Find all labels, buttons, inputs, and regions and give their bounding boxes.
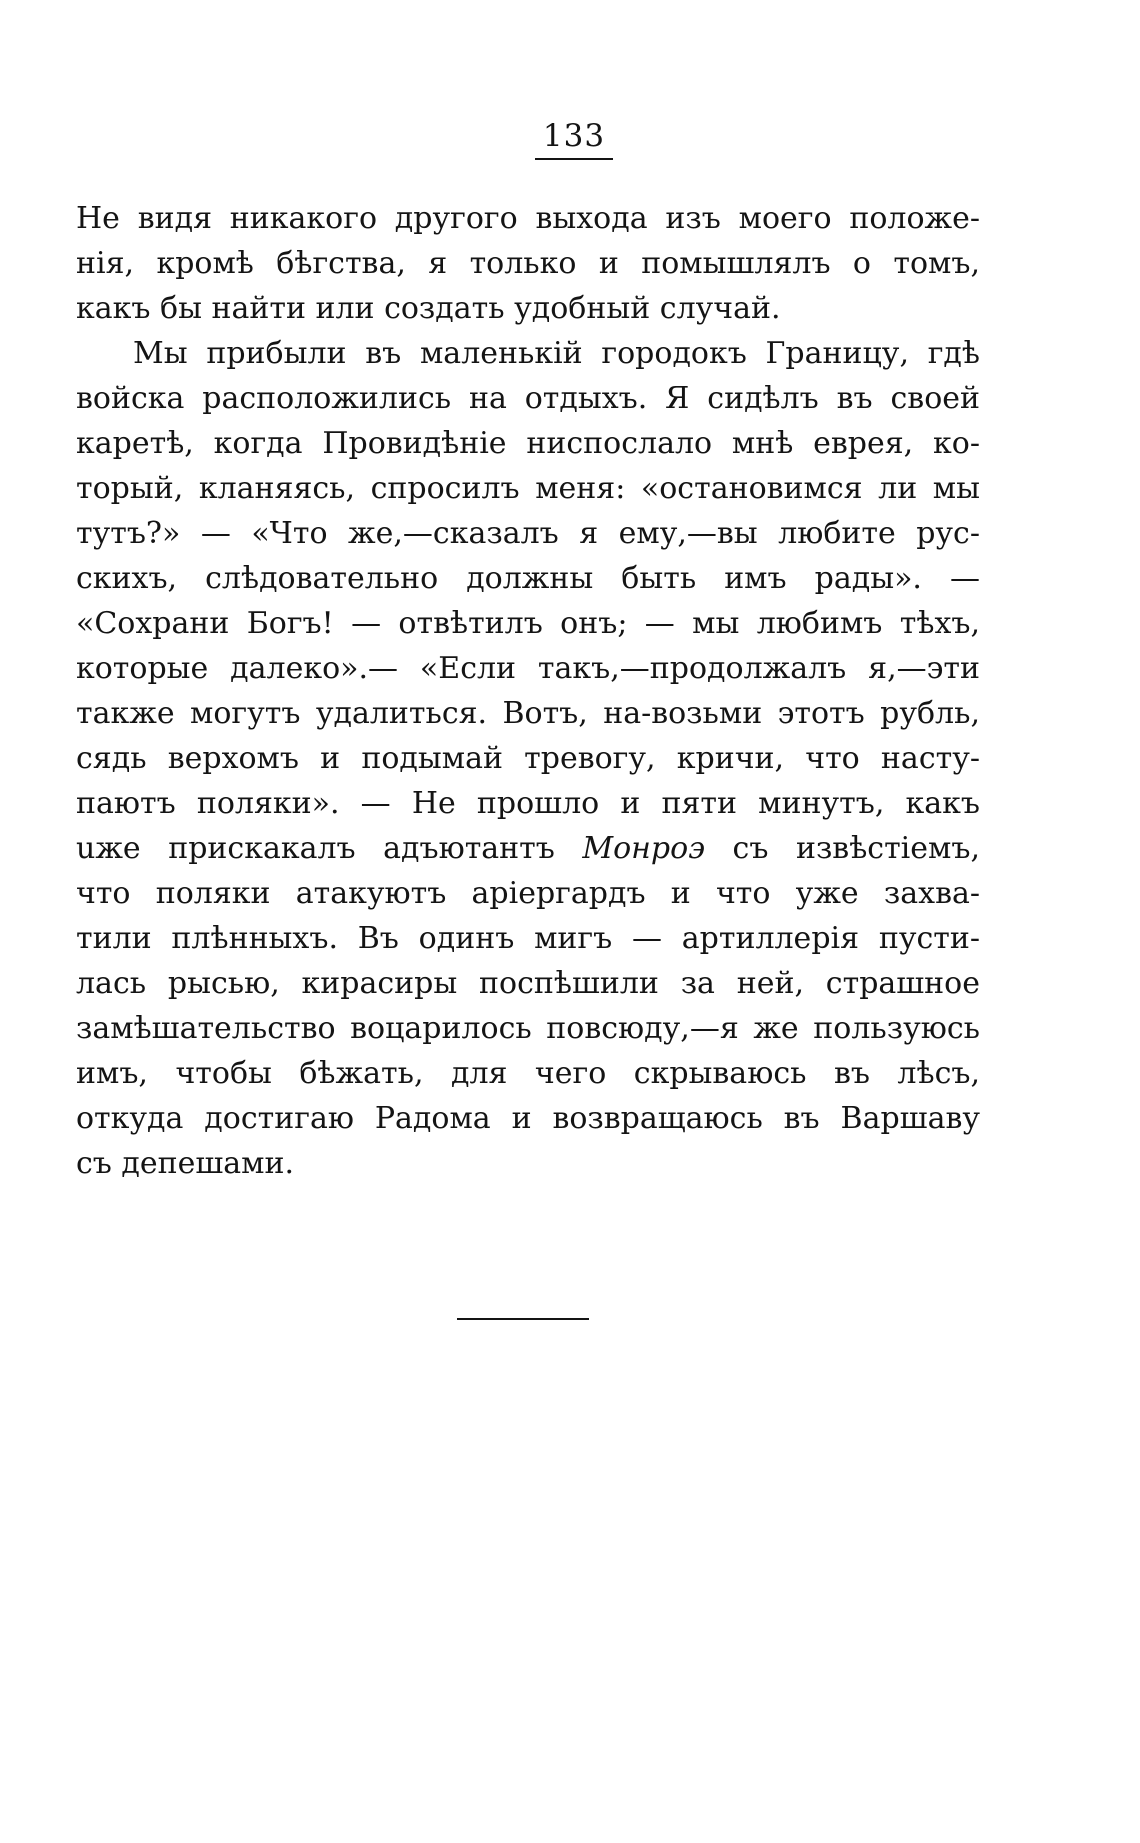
text-line: Не видя никакого другого выхода изъ моего положе-	[76, 201, 980, 236]
text-line: паютъ поляки». — Не прошло и пяти минутъ, какъ	[76, 786, 980, 821]
text-segment: съ извѣстіемъ,	[732, 831, 980, 866]
text-line: замѣшательство воцарилось повсюду,—я же пользуюсь	[76, 1011, 980, 1046]
text-line: торый, кланяясь, спросилъ меня: «остановимся ли мы	[76, 471, 980, 506]
text-line: имъ, чтобы бѣжать, для чего скрываюсь въ лѣсъ,	[76, 1056, 980, 1091]
text-line: лась рысью, кирасиры поспѣшили за ней, страшное	[76, 966, 980, 1001]
page-number-text: 133	[535, 118, 613, 160]
document-body	[76, 196, 980, 1186]
text-line: также могутъ удалиться. Вотъ, на-возьми этотъ рубль,	[76, 696, 980, 731]
paragraph-2	[76, 331, 980, 1186]
italic-name: Монроэ	[582, 831, 705, 866]
text-line: откуда достигаю Радома и возвращаюсь въ Варшаву	[76, 1101, 980, 1136]
text-line: что поляки атакуютъ аріергардъ и что уже захва-	[76, 876, 980, 911]
text-line: каретѣ, когда Провидѣніе ниспослало мнѣ еврея, ко-	[76, 426, 980, 461]
text-segment: uже прискакалъ адъютантъ	[76, 831, 555, 866]
section-end-rule	[457, 1318, 589, 1320]
text-line: съ депешами.	[76, 1146, 295, 1181]
page-number	[0, 118, 1140, 160]
text-line: нія, кромѣ бѣгства, я только и помышлялъ о томъ,	[76, 246, 980, 281]
text-line: Мы прибыли въ маленькій городокъ Границу, гдѣ	[133, 336, 980, 371]
text-line: тили плѣнныхъ. Въ одинъ мигъ — артиллерія пусти-	[76, 921, 980, 956]
text-line: тутъ?» — «Что же,—сказалъ я ему,—вы любите рус-	[76, 516, 980, 551]
text-line: войска расположились на отдыхъ. Я сидѣлъ въ своей	[76, 381, 980, 416]
text-line: сядь верхомъ и подымай тревогу, кричи, что насту-	[76, 741, 980, 776]
text-line: скихъ, слѣдовательно должны быть имъ рады». —	[76, 561, 980, 596]
text-line-mixed	[76, 826, 980, 871]
text-line: «Сохрани Богъ! — отвѣтилъ онъ; — мы любимъ тѣхъ,	[76, 606, 980, 641]
text-line: которые далеко».— «Если такъ,—продолжалъ я,—эти	[76, 651, 980, 686]
text-line: какъ бы найти или создать удобный случай.	[76, 291, 781, 326]
paragraph-1	[76, 196, 980, 331]
